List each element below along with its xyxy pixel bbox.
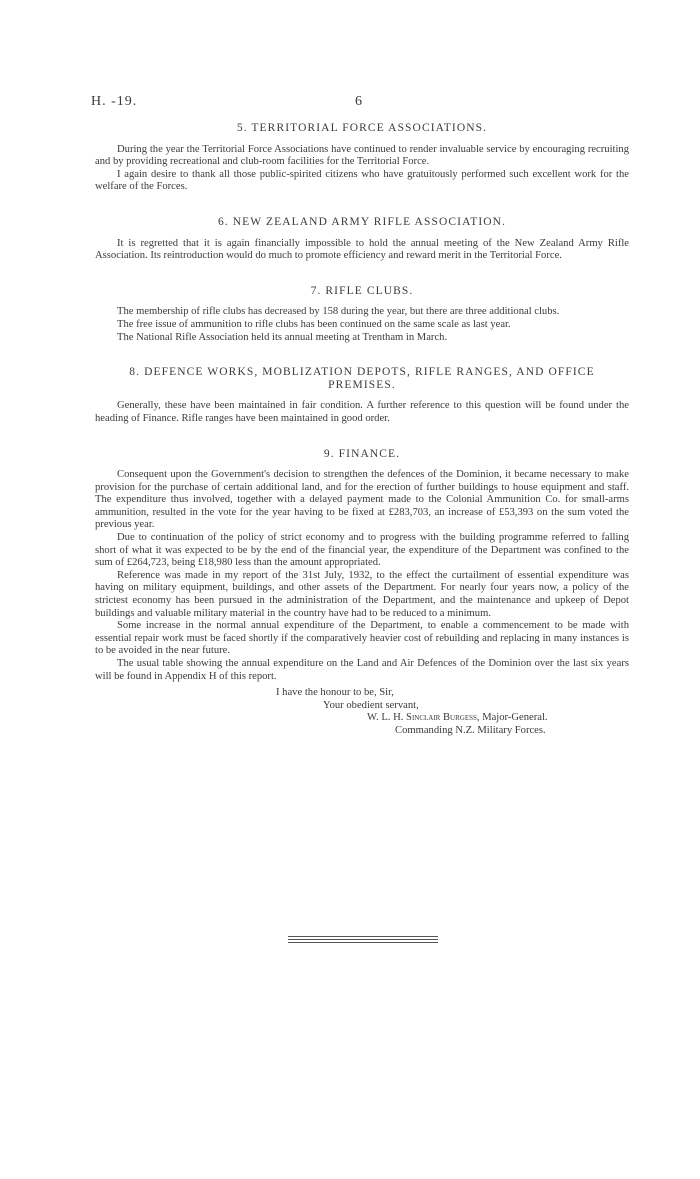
section-finance (95, 448, 629, 684)
paragraph: Due to continuation of the policy of strict economy and to progress with the building programme referred to falling short of what it was expected to be by the end of the financial year, the expenditure of the Department was confined to the sum of £264,723, being £18,980 less than the amount appropriated. (95, 532, 629, 569)
section-territorial-force-associations (95, 122, 629, 194)
closing-valediction: Your obedient servant, (323, 699, 419, 711)
letter-closing (95, 687, 629, 737)
end-rule-divider (288, 936, 438, 945)
page-number: 6 (355, 94, 363, 109)
signature-title: Commanding N.Z. Military Forces. (395, 724, 546, 736)
paragraph: It is regretted that it is again financially impossible to hold the annual meeting of the New Zealand Army Rifle Association. Its reintroduction would do much to promote efficiency and reward merit in the Territorial Force. (95, 237, 629, 262)
paragraph: I again desire to thank all those public-spirited citizens who have gratuitously performed such excellent work for the welfare of the Forces. (95, 168, 629, 193)
signature-rank: Major-General. (482, 712, 548, 724)
paragraph: The usual table showing the annual expenditure on the Land and Air Defences of the Dominion over the last six years will be found in Appendix H of this report. (95, 658, 629, 682)
section-rifle-clubs (95, 285, 629, 344)
paragraph: The membership of rifle clubs has decreased by 158 during the year, but there are three additional clubs. (117, 306, 560, 318)
signature-line (95, 712, 629, 725)
section-army-rifle-association (95, 216, 629, 263)
signature-initials: W. L. H. (367, 712, 404, 724)
closing-salutation: I have the honour to be, Sir, (276, 687, 394, 699)
paragraph: The free issue of ammunition to rifle clubs has been continued on the same scale as last year. (117, 318, 511, 330)
section-heading: 5. TERRITORIAL FORCE ASSOCIATIONS. (236, 122, 488, 134)
report-reference: H. -19. (91, 94, 138, 109)
paragraph: Some increase in the normal annual expenditure of the Department, to enable a commencement to be made with essential repair work must be faced shortly if the comparatively heavier cost of rebuilding and replacing in many instances is to be avoided in the near future. (95, 620, 629, 657)
paragraph: The National Rifle Association held its annual meeting at Trentham in March. (117, 331, 448, 343)
section-heading: 6. NEW ZEALAND ARMY RIFLE ASSOCIATION. (217, 215, 507, 228)
section-heading: 8. DEFENCE WORKS, MOBLIZATION DEPOTS, RIFLE RANGES, AND OFFICE PREMISES. (129, 366, 595, 391)
signature-name: Sinclair Burgess, (406, 712, 480, 724)
paragraph: Generally, these have been maintained in fair condition. A further reference to this question will be found under the heading of Finance. Rifle ranges have been maintained in good order. (95, 400, 629, 424)
paragraph: Reference was made in my report of the 31st July, 1932, to the effect the curtailment of essential expenditure was having on military equipment, buildings, and other assets of the Department. For nearly four years now, a policy of the strictest economy has been pursued in the administration of the Department, and the maintenance and upkeep of Depot buildings and valuable military material in the country have had to be reduced to a minimum. (95, 569, 629, 619)
paragraph: During the year the Territorial Force Associations have continued to render invaluable service by encouraging recruiting and by providing recreational and club-room facilities for the Territorial Force. (95, 143, 629, 168)
report-body (95, 122, 629, 738)
section-defence-works (95, 366, 629, 425)
section-heading: 7. RIFLE CLUBS. (310, 284, 414, 297)
section-heading: 9. FINANCE. (323, 447, 401, 460)
paragraph: Consequent upon the Government's decision to strengthen the defences of the Dominion, it became necessary to make provision for the purchase of certain additional land, and for the erection of further buildings to house equipment and staff. The expenditure thus involved, together with a delayed payment made to the Colonial Ammunition Co. for small-arms ammunition, resulted in the vote for the year having to be fixed at £283,703, an increase of £53,393 on the sum voted the previous year. (95, 469, 629, 531)
